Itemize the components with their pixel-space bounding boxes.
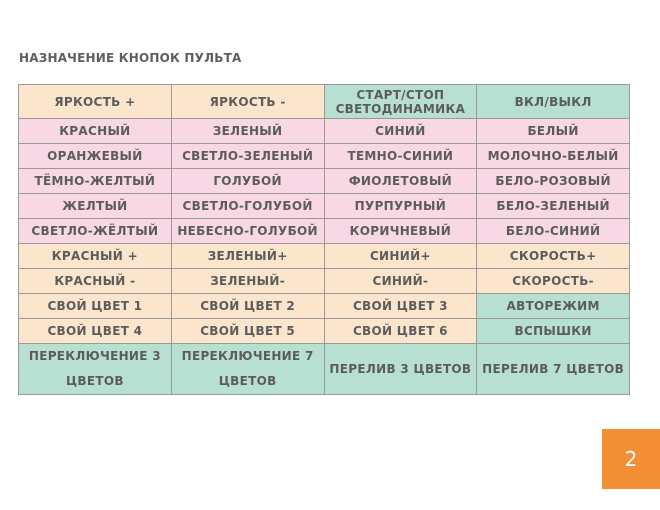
button-cell: СВОЙ ЦВЕТ 1 [19,294,172,319]
table-row [19,344,630,395]
button-cell: НЕБЕСНО-ГОЛУБОЙ [171,219,324,244]
button-cell: СКОРОСТЬ+ [477,244,630,269]
page-number-badge: 2 [602,429,660,489]
button-cell: КРАСНЫЙ [19,119,172,144]
button-cell: ЗЕЛЕНЫЙ- [171,269,324,294]
button-cell: СВЕТЛО-ЗЕЛЕНЫЙ [171,144,324,169]
button-cell: ГОЛУБОЙ [171,169,324,194]
button-cell: БЕЛО-СИНИЙ [477,219,630,244]
table-row [19,119,630,144]
button-cell: СВОЙ ЦВЕТ 2 [171,294,324,319]
table-row [19,169,630,194]
button-cell: СВЕТЛО-ГОЛУБОЙ [171,194,324,219]
page-title: НАЗНАЧЕНИЕ КНОПОК ПУЛЬТА [19,51,242,65]
button-cell: БЕЛЫЙ [477,119,630,144]
button-cell: ТЕМНО-СИНИЙ [324,144,477,169]
button-cell: БЕЛО-РОЗОВЫЙ [477,169,630,194]
button-cell: КОРИЧНЕВЫЙ [324,219,477,244]
button-cell: ВСПЫШКИ [477,319,630,344]
button-cell: СКОРОСТЬ- [477,269,630,294]
button-cell: ОРАНЖЕВЫЙ [19,144,172,169]
button-cell: КРАСНЫЙ + [19,244,172,269]
button-cell: ПЕРЕКЛЮЧЕНИЕ 7 ЦВЕТОВ [171,344,324,395]
button-cell: ПЕРЕЛИВ 3 ЦВЕТОВ [324,344,477,395]
remote-buttons-table [18,84,630,395]
table-row [19,85,630,119]
button-cell: ФИОЛЕТОВЫЙ [324,169,477,194]
button-cell: СИНИЙ [324,119,477,144]
button-cell: ПУРПУРНЫЙ [324,194,477,219]
button-cell: СВОЙ ЦВЕТ 6 [324,319,477,344]
table-row [19,294,630,319]
button-cell: КРАСНЫЙ - [19,269,172,294]
button-cell: МОЛОЧНО-БЕЛЫЙ [477,144,630,169]
button-cell: СИНИЙ- [324,269,477,294]
table-row [19,194,630,219]
button-cell: СТАРТ/СТОП СВЕТОДИНАМИКА [324,85,477,119]
table-row [19,219,630,244]
button-cell: СВЕТЛО-ЖЁЛТЫЙ [19,219,172,244]
button-cell: ЗЕЛЕНЫЙ [171,119,324,144]
table-row [19,269,630,294]
button-cell: АВТОРЕЖИМ [477,294,630,319]
button-cell: СИНИЙ+ [324,244,477,269]
button-cell: ПЕРЕКЛЮЧЕНИЕ 3 ЦВЕТОВ [19,344,172,395]
button-cell: ВКЛ/ВЫКЛ [477,85,630,119]
button-cell: ТЁМНО-ЖЕЛТЫЙ [19,169,172,194]
table-row [19,319,630,344]
button-cell: ЗЕЛЕНЫЙ+ [171,244,324,269]
button-cell: ЯРКОСТЬ + [19,85,172,119]
button-cell: ЖЕЛТЫЙ [19,194,172,219]
button-cell: СВОЙ ЦВЕТ 4 [19,319,172,344]
table-row [19,144,630,169]
button-cell: БЕЛО-ЗЕЛЕНЫЙ [477,194,630,219]
button-cell: ПЕРЕЛИВ 7 ЦВЕТОВ [477,344,630,395]
button-cell: ЯРКОСТЬ - [171,85,324,119]
button-cell: СВОЙ ЦВЕТ 3 [324,294,477,319]
table-row [19,244,630,269]
button-cell: СВОЙ ЦВЕТ 5 [171,319,324,344]
